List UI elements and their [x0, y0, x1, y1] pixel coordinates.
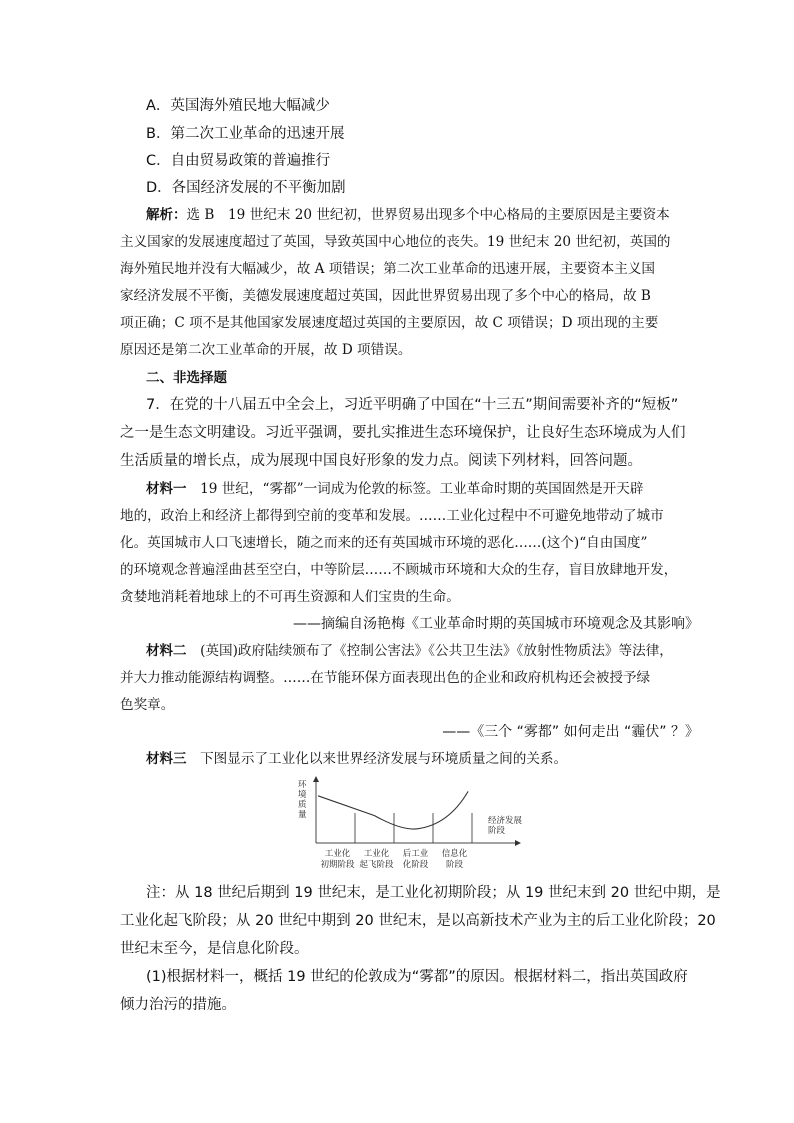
stage-label: 工业化起飞阶段	[359, 849, 394, 870]
material-1-line: 贪婪地消耗着地球上的不可再生资源和人们宝贵的生命。	[120, 589, 460, 605]
y-axis-label: 环境质量	[298, 780, 307, 820]
analysis-line: 家经济发展不平衡，美德发展速度超过英国，因此世界贸易出现了多个中心的格局，故 B	[120, 288, 651, 304]
material-1-line: 的环境观念普遍淫曲甚至空白，中等阶层……不顾城市环境和大众的生存，盲目放肆地开发，	[120, 562, 678, 578]
option-c: C．自由贸易政策的普遍推行	[146, 153, 331, 169]
material-2-label: 材料二	[146, 643, 187, 659]
question-7-line: 之一是生态文明建设。习近平强调，要扎实推进生态环境保护，让良好生态环境成为人们	[120, 425, 686, 441]
stage-label: 信息化阶段	[441, 849, 468, 870]
question-7-line: 7．在党的十八届五中全会上，习近平明确了中国在“十三五”期间需要补齐的“短板”	[146, 397, 679, 413]
question-7-line: 生活质量的增长点，成为展现中国良好形象的发力点。阅读下列材料，回答问题。	[120, 453, 642, 469]
environment-quality-curve	[318, 791, 468, 829]
option-b: B．第二次工业革命的迅速开展	[146, 126, 345, 142]
material-2-line: 材料二 (英国)政府陆续颁布了《控制公害法》《公共卫生法》《放射性物质法》等法律，	[146, 643, 673, 659]
note-line: 工业化起飞阶段；从 20 世纪中期到 20 世纪末，是以高新技术产业为主的后工业化阶段；20	[120, 913, 716, 929]
note-line: 注：从 18 世纪后期到 19 世纪末，是工业化初期阶段；从 19 世纪末到 20 世纪中期，是	[146, 885, 721, 901]
analysis-line: 项正确；C 项不是其他国家发展速度超过英国的主要原因，故 C 项错误；D 项出现的主要	[120, 315, 659, 331]
material-1-source: ——摘编自汤艳梅《工业革命时期的英国城市环境观念及其影响》	[293, 616, 699, 632]
stage-label: 工业化初期阶段	[320, 849, 355, 870]
analysis-line: 原因还是第二次工业革命的开展，故 D 项错误。	[120, 342, 412, 358]
material-1-line: 地的，政治上和经济上都得到空前的变革和发展。……工业化过程中不可避免地带动了城市	[120, 508, 664, 524]
section-title: 二、非选择题	[146, 370, 227, 386]
subquestion-line: (1)根据材料一，概括 19 世纪的伦敦成为“雾都”的原因。根据材料二，指出英国政府	[146, 969, 688, 985]
note-line: 世纪末至今，是信息化阶段。	[120, 941, 309, 957]
material-1-label: 材料一	[146, 481, 187, 497]
option-d: D．各国经济发展的不平衡加剧	[146, 180, 346, 196]
option-a: A．英国海外殖民地大幅减少	[146, 98, 330, 114]
material-2-line: 色奖章。	[120, 697, 175, 713]
material-1-line: 化。英国城市人口飞速增长，随之而来的还有英国城市环境的恶化……(这个)“自由国度”	[120, 535, 648, 551]
material-2-source: ——《三个 “雾都” 如何走出 “霾伏” ？》	[442, 724, 699, 740]
subquestion-line: 倾力治污的措施。	[120, 997, 236, 1013]
material-3-line: 材料三 下图显示了工业化以来世界经济发展与环境质量之间的关系。	[146, 751, 568, 767]
analysis-line: 解析：选 B 19 世纪末 20 世纪初，世界贸易出现多个中心格局的主要原因是主要资本	[146, 207, 670, 223]
material-3-label: 材料三	[146, 751, 187, 767]
analysis-label: 解析：	[146, 207, 187, 223]
environment-economy-chart	[292, 773, 522, 873]
analysis-line: 海外殖民地并没有大幅减少，故 A 项错误；第二次工业革命的迅速开展，主要资本主义国	[120, 261, 656, 277]
analysis-line: 主义国家的发展速度超过了英国，导致英国中心地位的丧失。19 世纪末 20 世纪初，英国的	[120, 234, 671, 250]
x-axis-label	[488, 815, 522, 836]
x-axis-label-text: 经济发展阶段	[488, 816, 522, 836]
material-2-line: 并大力推动能源结构调整。……在节能环保方面表现出色的企业和政府机构还会被授予绿	[120, 670, 651, 686]
stage-label: 后工业化阶段	[402, 849, 429, 870]
material-1-line: 材料一 19 世纪，“雾都”一词成为伦敦的标签。工业革命时期的英国固然是开天辟	[146, 481, 644, 497]
